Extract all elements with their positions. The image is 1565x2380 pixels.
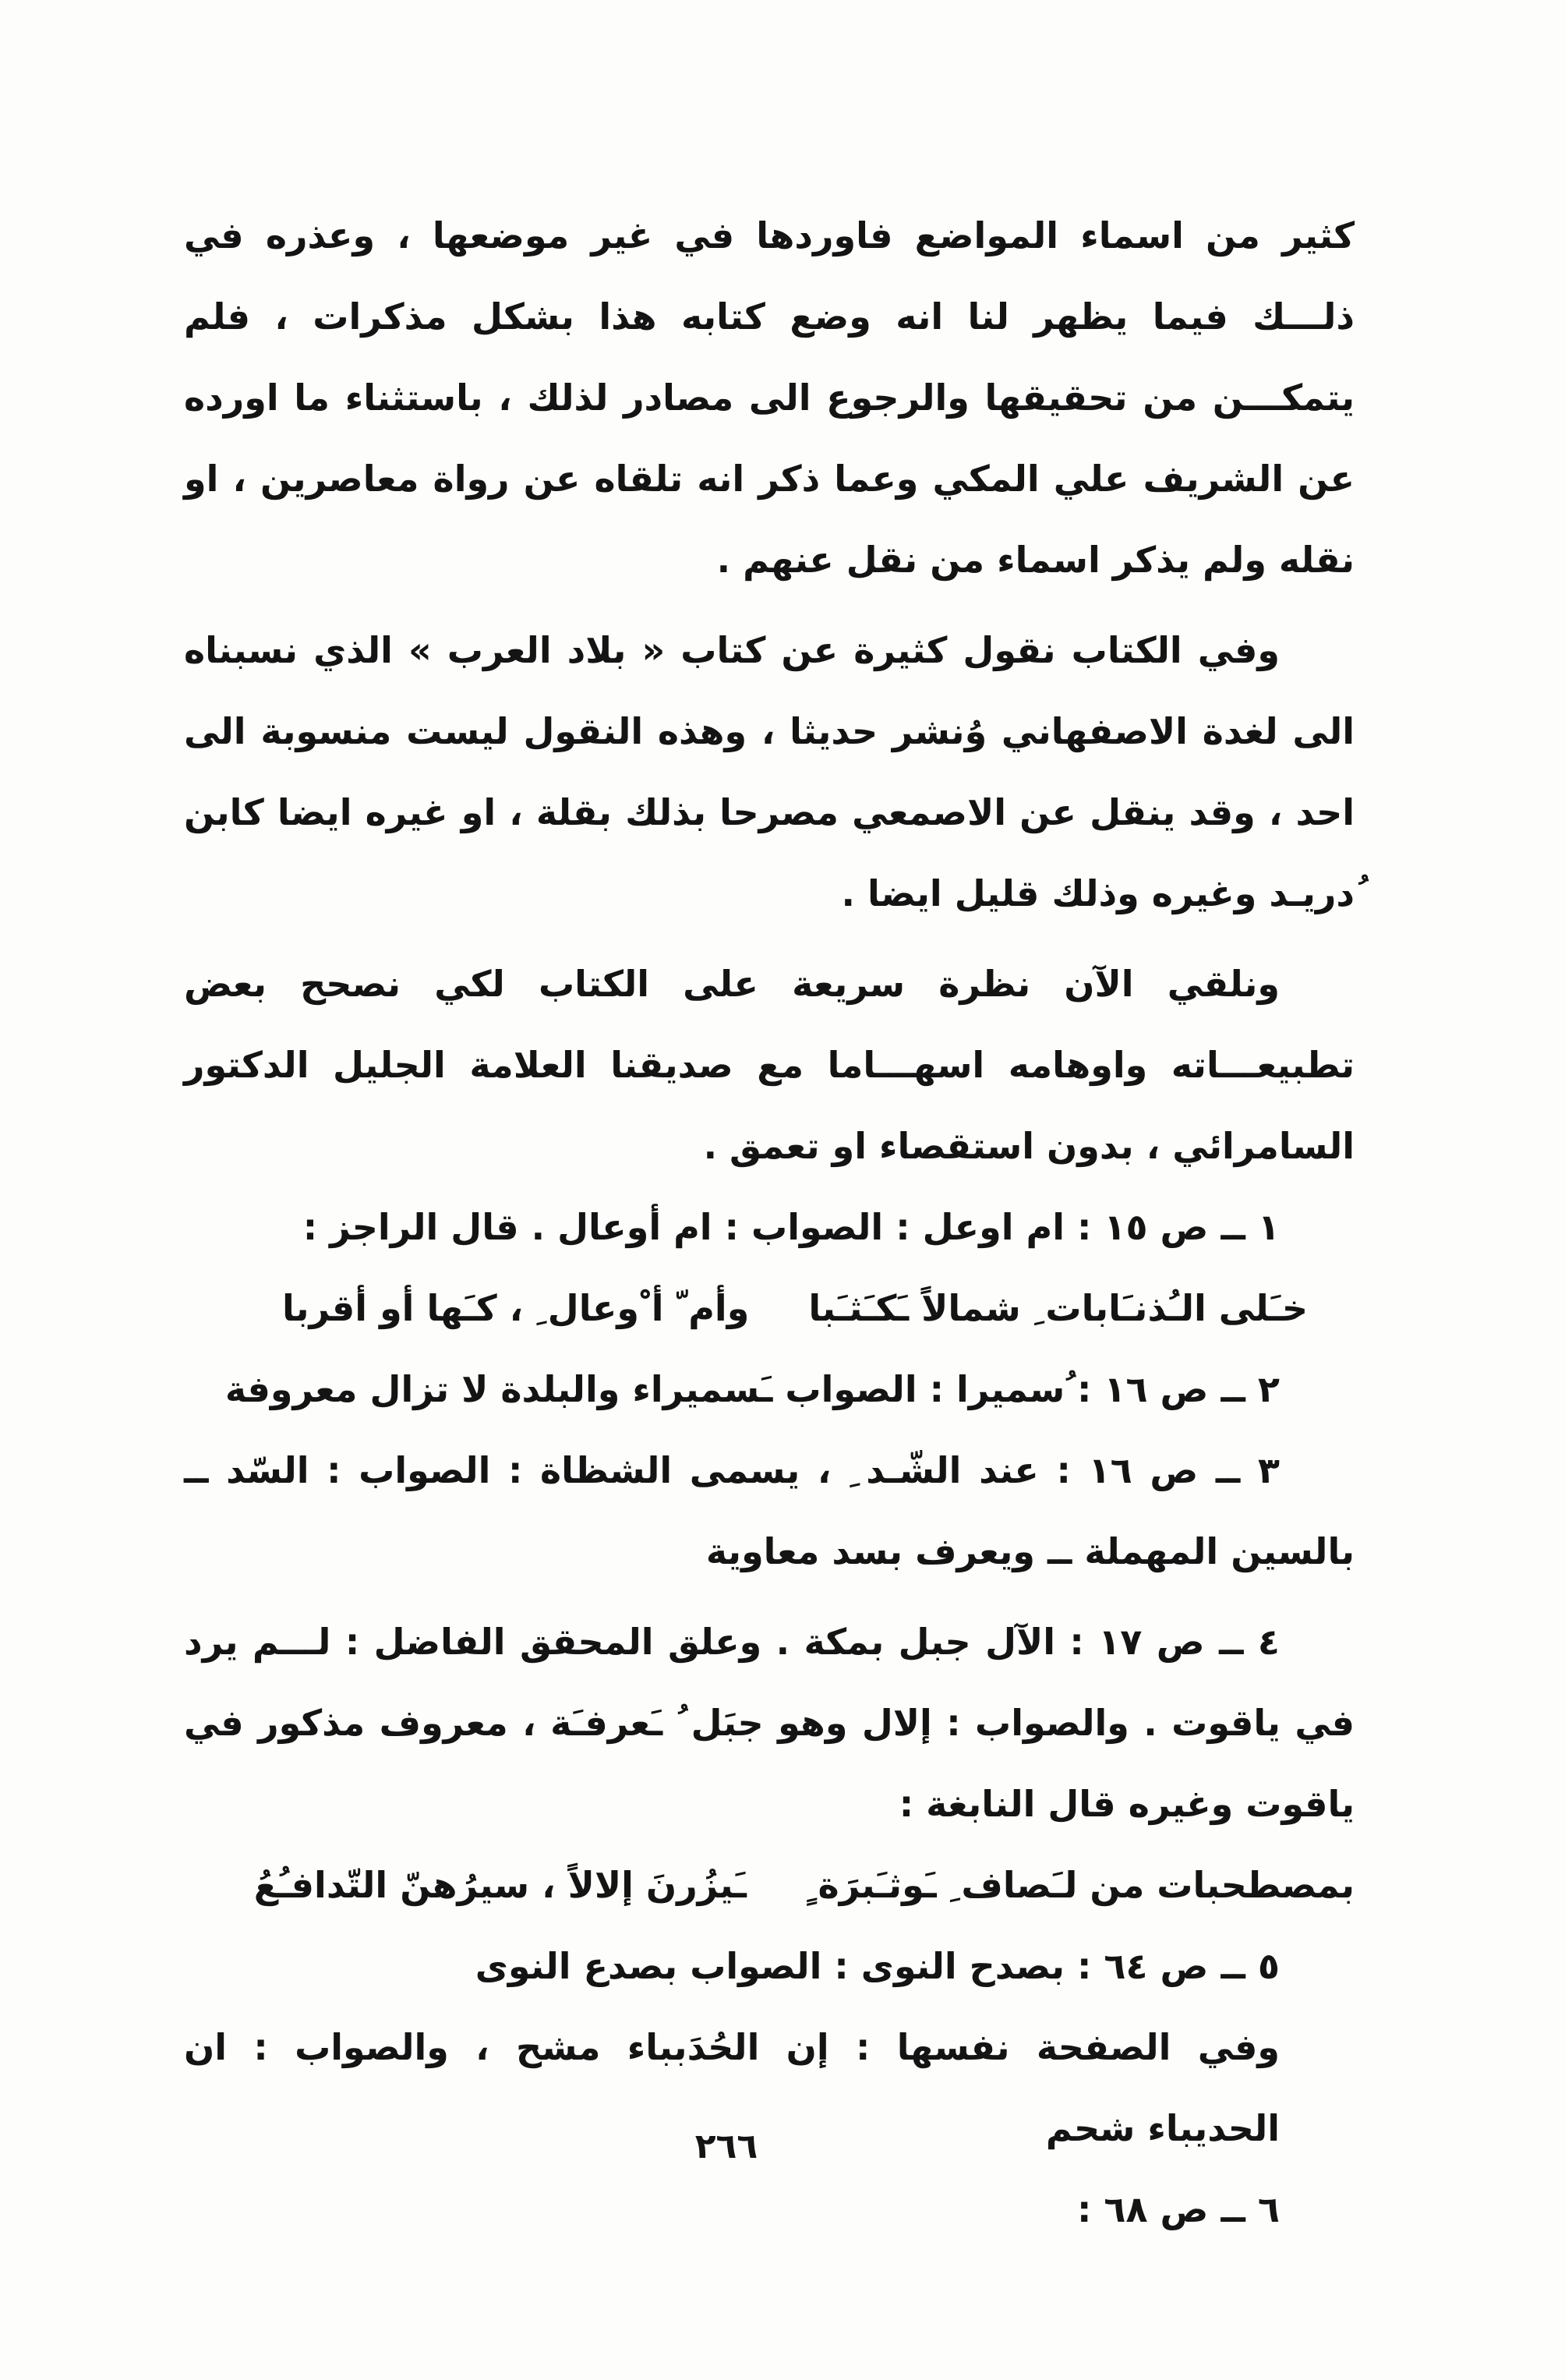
list-item-6: ٦ ــ ص ٦٨ : <box>1076 2188 1280 2230</box>
paragraph-3: ونلقي الآن نظرة سريعة على الكتاب لكي نصحح بعض تطبيعـــاته واوهامه اسهـــاما مع صديقنا العلامة الجليل الدكتور السامرائي ، بدون استقصاء او تعمق . <box>184 963 1355 1167</box>
list-item-1: ١ ــ ص ١٥ : ام اوعل : الصواب : ام أوعال . قال الراجز : <box>302 1206 1280 1248</box>
list-item-4: ٤ ــ ص ١٧ : الآل جبل بمكة . وعلق المحقق الفاضل : لـــم يرد في ياقوت . والصواب : إلال وهو جبَل ُ ـَعرفـَة ، معروف مذكور في ياقوت وغيره قال النابغة : <box>184 1621 1355 1825</box>
verse-1-second-hemistich: وأم ّ أ ْوعال ِ ، كـَها أو أقربا <box>282 1287 750 1329</box>
paragraph-1: كثير من اسماء المواضع فاوردها في غير موضعها ، وعذره في ذلـــك فيما يظهر لنا انه وضع كتابه هذا بشكل مذكرات ، فلم يتمكـــن من تحقيقها والرجوع الى مصادر لذلك ، باستثناء ما اورده عن الشريف علي المكي وعما ذكر انه تلقاه عن رواة معاصرين ، او نقله ولم يذكر اسماء من نقل عنهم . <box>184 214 1355 581</box>
list-item-5: ٥ ــ ص ٦٤ : بصدح النوى : الصواب بصدع النوى <box>475 1945 1280 1987</box>
page-number-text: ٢٦٦ <box>694 2127 758 2166</box>
verse-1 <box>184 1268 1355 1349</box>
list-item-2: ٢ ــ ص ١٦ : ُسميرا : الصواب ـَسميراء والبلدة لا تزال معروفة <box>224 1368 1280 1410</box>
verse-1-first-hemistich: خـَلى الـُذنـَابات ِ شمالاً ـَكـَثـَبا <box>808 1287 1308 1329</box>
verse-2-second-hemistich: ـَيزُرنَ إلالاً ، سيرُهنّ التّدافـُعُ <box>253 1864 747 1906</box>
page-number <box>0 2127 1565 2166</box>
verse-2 <box>184 1844 1355 1926</box>
verse-2-first-hemistich: بمصطحبات من لـَصاف ِ ـَوثـَبرَة ٍ <box>805 1864 1355 1906</box>
page-body <box>184 195 1355 2250</box>
paragraph-2: وفي الكتاب نقول كثيرة عن كتاب « بلاد العرب » الذي نسبناه الى لغدة الاصفهاني وُنشر حديثا ، وهذه النقول ليست منسوبة الى احد ، وقد ينقل عن الاصمعي مصرحا بذلك بقلة ، او غيره ايضا كابن ُدريـد وغيره وذلك قليل ايضا . <box>184 629 1355 914</box>
list-item-3: ٣ ــ ص ١٦ : عند الشّـد ِ ، يسمى الشظاة : الصواب : السّد ــ بالسين المهملة ــ ويعرف بسد معاوية <box>184 1449 1355 1572</box>
list-item-5-continuation: وفي الصفحة نفسها : إن الحُدَبباء مشح ، والصواب : ان الحديباء شحم <box>184 2026 1280 2149</box>
